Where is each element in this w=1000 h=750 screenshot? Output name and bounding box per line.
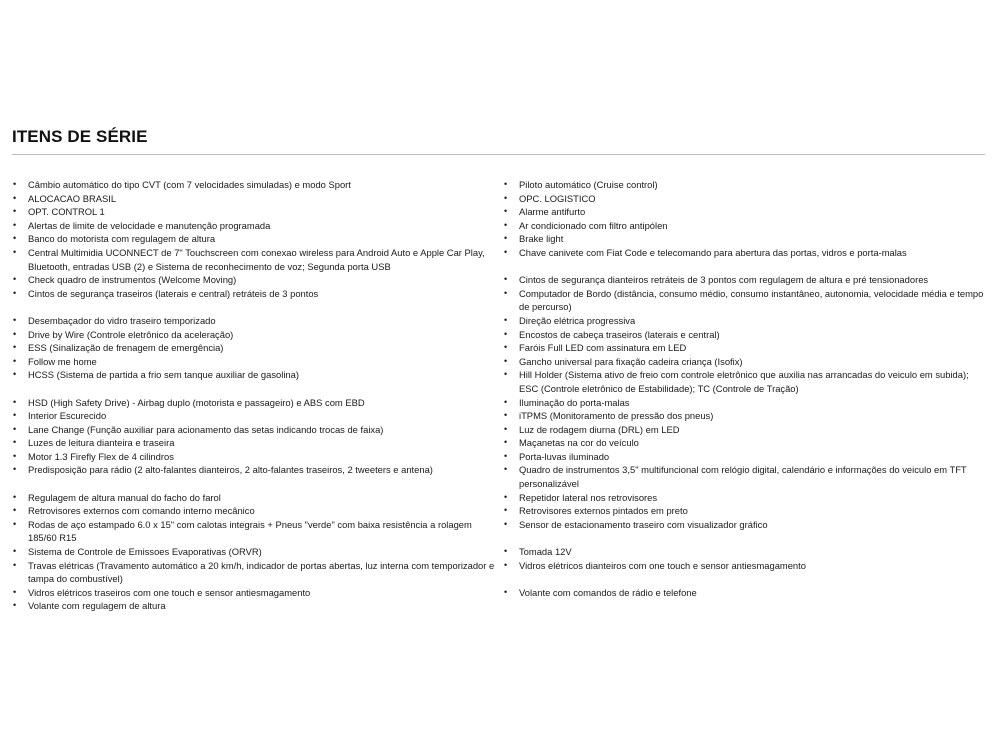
feature-item: • Lane Change (Função auxiliar para acionamento das setas indicando trocas de faixa) [12,423,498,437]
feature-item: • Alertas de limite de velocidade e manutenção programada [12,219,498,233]
feature-item: • Motor 1.3 Firefly Flex de 4 cilindros [12,450,498,464]
feature-item: • Câmbio automático do tipo CVT (com 7 velocidades simuladas) e modo Sport [12,178,498,192]
feature-item: • Repetidor lateral nos retrovisores [503,491,985,505]
feature-item: • Cintos de segurança dianteiros retráteis de 3 pontos com regulagem de altura e pré tensionadores [503,273,985,287]
feature-item: • Predisposição para rádio (2 alto-falantes dianteiros, 2 alto-falantes traseiros, 2 tweeters e antena) [12,463,498,477]
section-divider [12,154,985,155]
feature-item: • Porta-luvas iluminado [503,450,985,464]
feature-item: • OPT. CONTROL 1 [12,205,498,219]
feature-item: • Iluminação do porta-malas [503,396,985,410]
feature-item: • Encostos de cabeça traseiros (laterais e central) [503,328,985,342]
feature-item: • Quadro de instrumentos 3,5" multifuncional com relógio digital, calendário e informações do veiculo em TFT personalizável [503,463,985,490]
feature-item: • Tomada 12V [503,545,985,559]
feature-item: • Sensor de estacionamento traseiro com visualizador gráfico [503,518,985,532]
feature-item: • ESS (Sinalização de frenagem de emergência) [12,341,498,355]
feature-item: • ALOCACAO BRASIL [12,192,498,206]
feature-item: • Retrovisores externos com comando interno mecânico [12,504,498,518]
feature-item: • Alarme antifurto [503,205,985,219]
right-feature-list [503,178,985,599]
feature-item: • Drive by Wire (Controle eletrônico da aceleração) [12,328,498,342]
feature-item: • HCSS (Sistema de partida a frio sem tanque auxiliar de gasolina) [12,368,498,382]
feature-item: • Luzes de leitura dianteira e traseira [12,436,498,450]
feature-item: • Check quadro de instrumentos (Welcome Moving) [12,273,498,287]
feature-item: • Follow me home [12,355,498,369]
feature-item: • Desembaçador do vidro traseiro temporizado [12,314,498,328]
feature-item: • Direção elétrica progressiva [503,314,985,328]
feature-item: • Interior Escurecido [12,409,498,423]
feature-item: • Chave canivete com Fiat Code e telecomando para abertura das portas, vidros e porta-malas [503,246,985,260]
feature-item: • Cintos de segurança traseiros (laterais e central) retráteis de 3 pontos [12,287,498,301]
feature-item: • Vidros elétricos dianteiros com one touch e sensor antiesmagamento [503,559,985,573]
feature-item: • Retrovisores externos pintados em preto [503,504,985,518]
feature-item: • Maçanetas na cor do veículo [503,436,985,450]
feature-item: • HSD (High Safety Drive) - Airbag duplo (motorista e passageiro) e ABS com EBD [12,396,498,410]
feature-item: • Hill Holder (Sistema ativo de freio com controle eletrônico que auxilia nas arrancadas do veiculo em subida); ESC (Controle eletrônico de Estabilidade); TC (Controle de Tração) [503,368,985,395]
feature-item: • Regulagem de altura manual do facho do farol [12,491,498,505]
feature-item: • Rodas de aço estampado 6.0 x 15" com calotas integrais + Pneus "verde" com baixa resistência a rolagem 185/60 R15 [12,518,498,545]
feature-item: • Faróis Full LED com assinatura em LED [503,341,985,355]
left-feature-list [12,178,498,613]
feature-item: • Luz de rodagem diurna (DRL) em LED [503,423,985,437]
feature-item: • Central Multimidia UCONNECT de 7" Touchscreen com conexao wireless para Android Auto e Apple Car Play, Bluetooth, entradas USB (2) e Sistema de reconhecimento de voz; Segunda porta USB [12,246,498,273]
feature-item: • OPC. LOGISTICO [503,192,985,206]
feature-item: • Travas elétricas (Travamento automático a 20 km/h, indicador de portas abertas, luz interna com temporizador e tampa do combustível) [12,559,498,586]
section-title: ITENS DE SÉRIE [12,127,148,146]
feature-item: • iTPMS (Monitoramento de pressão dos pneus) [503,409,985,423]
feature-item: • Piloto automático (Cruise control) [503,178,985,192]
feature-item: • Sistema de Controle de Emissoes Evaporativas (ORVR) [12,545,498,559]
feature-item: • Vidros elétricos traseiros com one touch e sensor antiesmagamento [12,586,498,600]
feature-item: • Volante com comandos de rádio e telefone [503,586,985,600]
feature-item: • Brake light [503,232,985,246]
feature-item: • Ar condicionado com filtro antipólen [503,219,985,233]
feature-item: • Banco do motorista com regulagem de altura [12,232,498,246]
feature-item: • Gancho universal para fixação cadeira criança (Isofix) [503,355,985,369]
feature-item: • Computador de Bordo (distância, consumo médio, consumo instantâneo, autonomia, velocidade média e tempo de percurso) [503,287,985,314]
feature-item: • Volante com regulagem de altura [12,599,498,613]
